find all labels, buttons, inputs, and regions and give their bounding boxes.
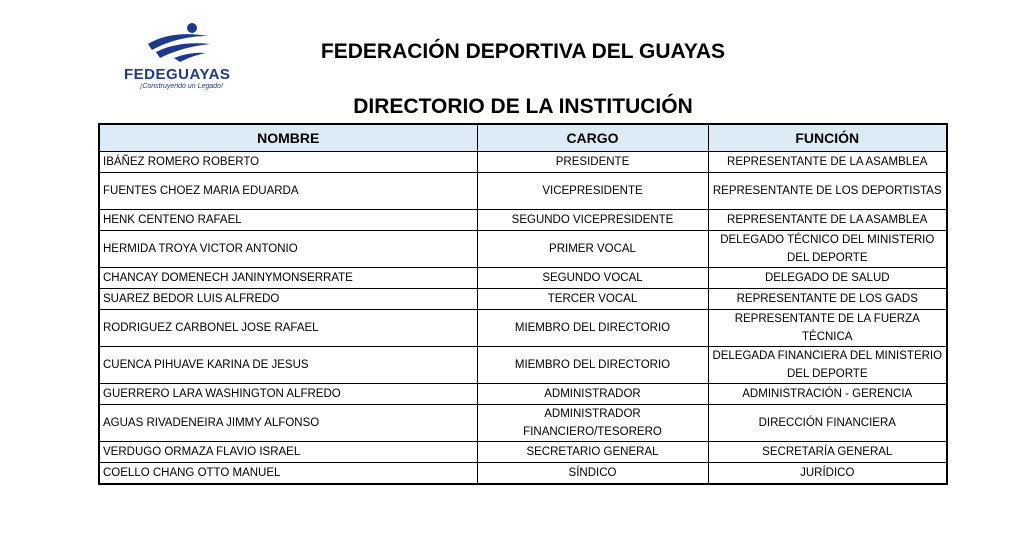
page-title: FEDERACIÓN DEPORTIVA DEL GUAYAS bbox=[320, 40, 726, 63]
table-row bbox=[99, 173, 947, 210]
cell-cargo: SÍNDICO bbox=[477, 463, 708, 485]
column-header-cargo: CARGO bbox=[477, 124, 708, 152]
cell-cargo: SEGUNDO VOCAL bbox=[477, 268, 708, 289]
table-row bbox=[99, 268, 947, 289]
logo-brand: FEDEGUAYAS bbox=[124, 66, 231, 83]
cell-cargo: ADMINISTRADOR bbox=[477, 384, 708, 405]
cell-funcion: REPRESENTANTE DE LA ASAMBLEA bbox=[708, 152, 947, 173]
cell-nombre: COELLO CHANG OTTO MANUEL bbox=[99, 463, 477, 485]
cell-funcion: DELEGADO TÉCNICO DEL MINISTERIO DEL DEPORTE bbox=[708, 231, 947, 268]
cell-nombre: SUAREZ BEDOR LUIS ALFREDO bbox=[99, 289, 477, 310]
column-header-nombre: NOMBRE bbox=[99, 124, 477, 152]
table-row bbox=[99, 384, 947, 405]
cell-nombre: CHANCAY DOMENECH JANINYMONSERRATE bbox=[99, 268, 477, 289]
cell-funcion: REPRESENTANTE DE LA ASAMBLEA bbox=[708, 210, 947, 231]
table-row bbox=[99, 152, 947, 173]
cell-nombre: IBÁÑEZ ROMERO ROBERTO bbox=[99, 152, 477, 173]
cell-cargo: TERCER VOCAL bbox=[477, 289, 708, 310]
cell-nombre: CUENCA PIHUAVE KARINA DE JESUS bbox=[99, 347, 477, 384]
cell-nombre: HERMIDA TROYA VICTOR ANTONIO bbox=[99, 231, 477, 268]
cell-cargo: PRIMER VOCAL bbox=[477, 231, 708, 268]
table-row bbox=[99, 210, 947, 231]
column-header-funcion: FUNCIÓN bbox=[708, 124, 947, 152]
cell-cargo: SEGUNDO VICEPRESIDENTE bbox=[477, 210, 708, 231]
cell-funcion: REPRESENTANTE DE LOS DEPORTISTAS bbox=[708, 173, 947, 210]
table-row bbox=[99, 463, 947, 485]
cell-cargo: PRESIDENTE bbox=[477, 152, 708, 173]
table-row bbox=[99, 442, 947, 463]
cell-cargo: MIEMBRO DEL DIRECTORIO bbox=[477, 310, 708, 347]
cell-nombre: HENK CENTENO RAFAEL bbox=[99, 210, 477, 231]
table-row bbox=[99, 347, 947, 384]
table-row bbox=[99, 310, 947, 347]
cell-cargo: MIEMBRO DEL DIRECTORIO bbox=[477, 347, 708, 384]
cell-nombre: AGUAS RIVADENEIRA JIMMY ALFONSO bbox=[99, 405, 477, 442]
cell-funcion: JURÍDICO bbox=[708, 463, 947, 485]
cell-funcion: REPRESENTANTE DE LOS GADS bbox=[708, 289, 947, 310]
table-row bbox=[99, 405, 947, 442]
cell-funcion: DELEGADA FINANCIERA DEL MINISTERIO DEL DEPORTE bbox=[708, 347, 947, 384]
page-subtitle: DIRECTORIO DE LA INSTITUCIÓN bbox=[353, 95, 693, 118]
cell-nombre: VERDUGO ORMAZA FLAVIO ISRAEL bbox=[99, 442, 477, 463]
logo-tagline: ¡Construyendo un Legado! bbox=[140, 83, 223, 90]
table-header-row bbox=[99, 124, 947, 152]
cell-funcion: ADMINISTRACIÓN - GERENCIA bbox=[708, 384, 947, 405]
table-row bbox=[99, 231, 947, 268]
cell-nombre: GUERRERO LARA WASHINGTON ALFREDO bbox=[99, 384, 477, 405]
cell-cargo: VICEPRESIDENTE bbox=[477, 173, 708, 210]
table-row bbox=[99, 289, 947, 310]
cell-funcion: SECRETARÍA GENERAL bbox=[708, 442, 947, 463]
cell-funcion: REPRESENTANTE DE LA FUERZA TÉCNICA bbox=[708, 310, 947, 347]
cell-cargo: ADMINISTRADOR FINANCIERO/TESORERO bbox=[477, 405, 708, 442]
directory-table bbox=[98, 123, 948, 485]
cell-nombre: FUENTES CHOEZ MARIA EDUARDA bbox=[99, 173, 477, 210]
cell-cargo: SECRETARIO GENERAL bbox=[477, 442, 708, 463]
cell-funcion: DIRECCIÓN FINANCIERA bbox=[708, 405, 947, 442]
cell-nombre: RODRIGUEZ CARBONEL JOSE RAFAEL bbox=[99, 310, 477, 347]
cell-funcion: DELEGADO DE SALUD bbox=[708, 268, 947, 289]
